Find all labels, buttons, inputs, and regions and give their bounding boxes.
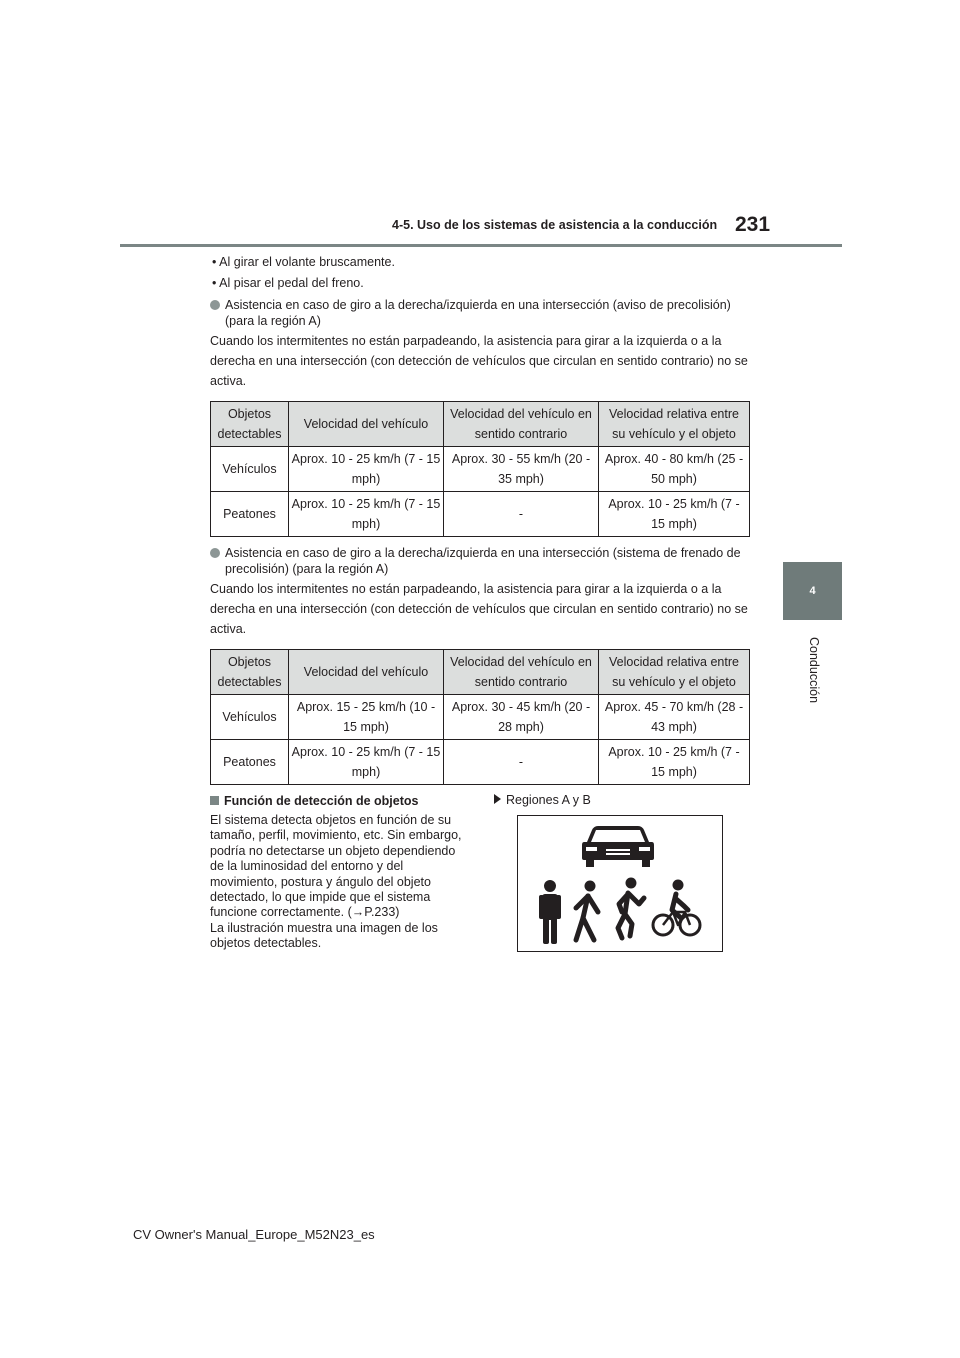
table-cell: -: [444, 492, 599, 537]
table-cell: Aprox. 15 - 25 km/h (10 - 15 mph): [289, 695, 444, 740]
detection-figure: [494, 793, 750, 808]
table-cell: Aprox. 10 - 25 km/h (7 - 15 mph): [289, 492, 444, 537]
table-cell: Aprox. 10 - 25 km/h (7 - 15 mph): [599, 740, 750, 785]
spec-table-1: [210, 401, 750, 537]
chapter-number: 4: [809, 585, 816, 597]
table-header-cell: Velocidad relativa entre su vehículo y el objeto: [599, 650, 750, 695]
table-header-cell: Velocidad del vehículo: [289, 402, 444, 447]
section2-paragraph: Cuando los intermitentes no están parpadeando, la asistencia para girar a la izquierda o a la derecha en una intersección (con detección de vehículos que circulan en sentido contrario) no se activa.: [210, 582, 748, 636]
section-title: 4-5. Uso de los sistemas de asistencia a la conducción: [392, 218, 718, 232]
section2-heading: Asistencia en caso de giro a la derecha/izquierda en una intersección (sistema de frenado de precolisión) (para la región A): [210, 545, 750, 577]
table-header-cell: Objetos detectables: [211, 650, 289, 695]
detectable-objects-icons: [518, 816, 722, 951]
table-cell: Aprox. 10 - 25 km/h (7 - 15 mph): [289, 740, 444, 785]
table-cell: -: [444, 740, 599, 785]
table-cell: Aprox. 10 - 25 km/h (7 - 15 mph): [599, 492, 750, 537]
table-header-cell: Velocidad del vehículo: [289, 650, 444, 695]
main-content: [210, 254, 750, 973]
table-row: [211, 492, 750, 537]
table-header-row: [211, 402, 750, 447]
header-rule: [120, 244, 842, 247]
running-pedestrian-icon: [618, 878, 644, 939]
detection-text: [210, 793, 472, 952]
car-icon: [582, 826, 654, 867]
table-header-row: [211, 650, 750, 695]
table-header-cell: Objetos detectables: [211, 402, 289, 447]
section1-heading: Asistencia en caso de giro a la derecha/izquierda en una intersección (aviso de precolisión) (para la región A): [210, 297, 750, 329]
table-row: [211, 447, 750, 492]
table-cell: Aprox. 40 - 80 km/h (25 - 50 mph): [599, 447, 750, 492]
square-bullet-icon: [210, 796, 219, 805]
table-cell: Aprox. 10 - 25 km/h (7 - 15 mph): [289, 447, 444, 492]
chapter-tab[interactable]: [783, 562, 842, 620]
detection-body: El sistema detecta objetos en función de su tamaño, perfil, movimiento, etc. Sin embargo, podría no detectarse un objeto dependiendo de la luminosidad del entorno y del movimiento, postura y ángulo del objeto detectado, lo que impide que el sistema funcione correctamente. (→P.233) La ilustración muestra una imagen de los objetos detectables.: [210, 813, 462, 951]
detection-heading-text: Función de detección de objetos: [224, 794, 419, 808]
table-row: [211, 695, 750, 740]
detection-section: [210, 793, 750, 973]
table-cell: Aprox. 30 - 45 km/h (20 - 28 mph): [444, 695, 599, 740]
page-number: 231: [735, 213, 771, 236]
table-cell: Aprox. 45 - 70 km/h (28 - 43 mph): [599, 695, 750, 740]
table-header-cell: Velocidad del vehículo en sentido contrario: [444, 402, 599, 447]
detectable-objects-illustration: [517, 815, 723, 952]
section1-paragraph: Cuando los intermitentes no están parpadeando, la asistencia para girar a la izquierda o a la derecha en una intersección (con detección de vehículos que circulan en sentido contrario) no se activa.: [210, 334, 748, 388]
table-cell: Vehículos: [211, 695, 289, 740]
chapter-label: Conducción: [807, 636, 821, 703]
table-cell: Peatones: [211, 740, 289, 785]
table-header-cell: Velocidad relativa entre su vehículo y el objeto: [599, 402, 750, 447]
triangle-bullet-icon: [494, 794, 501, 804]
table-cell: Aprox. 30 - 55 km/h (20 - 35 mph): [444, 447, 599, 492]
regions-label: [494, 793, 750, 808]
detection-heading: [210, 793, 472, 809]
regions-label-text: Regiones A y B: [506, 793, 591, 807]
table-header-cell: Velocidad del vehículo en sentido contrario: [444, 650, 599, 695]
standing-pedestrian-icon: [539, 880, 561, 944]
footer-manual-id: CV Owner's Manual_Europe_M52N23_es: [133, 1227, 375, 1242]
cyclist-icon: [653, 880, 700, 936]
bullet-item: • Al girar el volante bruscamente.: [212, 255, 395, 269]
table-row: [211, 740, 750, 785]
table-cell: Vehículos: [211, 447, 289, 492]
walking-pedestrian-icon: [576, 881, 598, 941]
table-cell: Peatones: [211, 492, 289, 537]
bullet-item: • Al pisar el pedal del freno.: [212, 276, 364, 290]
spec-table-2: [210, 649, 750, 785]
